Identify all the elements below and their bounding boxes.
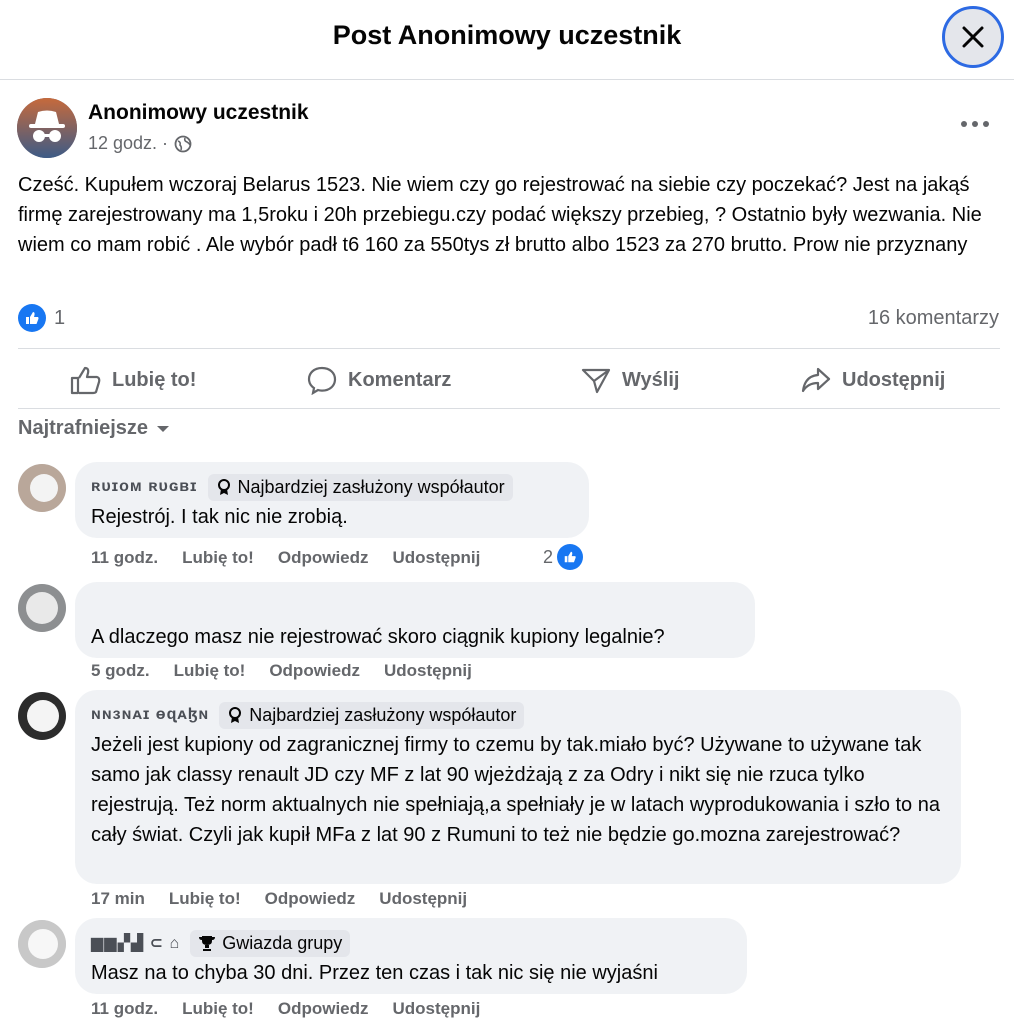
user-avatar-icon [18, 464, 66, 512]
avatar[interactable] [18, 584, 66, 632]
comment-text: Masz na to chyba 30 dni. Przez ten czas i tak nic się nie wyjaśni [91, 962, 658, 984]
comment-icon [306, 365, 338, 395]
comment-share-button[interactable]: Udostępnij [379, 889, 468, 908]
comment-like-button[interactable]: Lubię to! [182, 999, 254, 1018]
send-button[interactable] [580, 360, 679, 400]
send-label: Wyślij [622, 368, 680, 391]
comment-text: Jeżeli jest kupiony od zagranicznej firmy to czemu by tak.miało być? Używane to używane tak samo jak classy renault JD czy MF z lat 90 wjeżdżają z za Odry i nikt się nie rzuca tylko rejestrują. Też norm aktualnych nie spełniają,a spełniały je w latach wyprodukowania i szło to na cały świat. Czyli jak kupił MFa z lat 90 z Rumuni to też nie będzie go.mozna zarejestrować? [91, 734, 940, 846]
share-button[interactable] [800, 360, 945, 400]
comment-like-button[interactable]: Lubię to! [173, 661, 246, 680]
comment-count[interactable]: 16 komentarzy [867, 307, 999, 329]
star-badge [190, 930, 350, 957]
post-author[interactable]: Anonimowy uczestnik [88, 101, 309, 124]
globe-icon [174, 135, 192, 153]
share-label: Udostępnij [842, 368, 946, 391]
comment-actions [91, 889, 491, 909]
post-time[interactable]: 12 godz. · [88, 133, 169, 153]
share-icon [800, 365, 832, 395]
more-options-button[interactable] [955, 112, 995, 136]
comment-author[interactable]: ɴɴɜɴᴀɪ ɵɋᴀɮɴ [91, 706, 210, 723]
comment-bubble [75, 918, 747, 994]
comment-actions [91, 999, 504, 1019]
avatar[interactable] [18, 692, 66, 740]
trophy-icon [198, 934, 216, 952]
comment-time[interactable]: 5 godz. [91, 661, 150, 680]
comment-share-button[interactable]: Udostępnij [392, 999, 481, 1018]
post-meta [88, 133, 192, 154]
like-reaction-icon [557, 544, 583, 570]
badge-label: Najbardziej zasłużony współautor [237, 476, 505, 497]
comment-reply-button[interactable]: Odpowiedz [277, 548, 369, 567]
badge-label: Najbardziej zasłużony współautor [249, 704, 517, 725]
comment-share-button[interactable]: Udostępnij [384, 661, 472, 680]
comment-bubble [75, 582, 755, 658]
sort-label: Najtrafniejsze [18, 417, 149, 439]
like-reaction-icon [18, 304, 46, 332]
sort-dropdown[interactable] [18, 417, 170, 440]
post-body: Cześć. Kupułem wczoraj Belarus 1523. Nie wiem czy go rejestrować na siebie czy poczekać? Jest na jakąś firmę zarejestrowany ma 1,5roku i 20h przebiegu.czy podać większy przebieg, ? Ostatnio były wezwania. Nie wiem co mam robić . Ale wybór padł t6 160 za 550tys zł brutto albo 1523 za 270 brutto. Prow nie przyznany [18, 174, 982, 256]
comment-author[interactable]: ʀᴜɪᴏᴍ ʀᴜɢʙɪ [91, 478, 198, 495]
close-icon [961, 25, 985, 49]
comment-label: Komentarz [348, 368, 452, 391]
comment-share-button[interactable]: Udostępnij [392, 548, 481, 567]
comment-actions [91, 548, 504, 568]
divider [18, 348, 1000, 349]
award-icon [227, 706, 243, 724]
anonymous-avatar[interactable] [17, 98, 77, 158]
like-button[interactable] [70, 360, 196, 400]
comment-reply-button[interactable]: Odpowiedz [277, 999, 369, 1018]
more-dots-icon [960, 120, 990, 128]
comment-text: A dlaczego masz nie rejestrować skoro ciągnik kupiony legalnie? [91, 626, 665, 648]
contributor-badge [208, 474, 513, 501]
avatar[interactable] [18, 920, 66, 968]
divider [18, 408, 1000, 409]
dialog-header [0, 0, 1014, 80]
comment-text: Rejestrój. I tak nic nie zrobią. [91, 506, 348, 528]
badge-label: Gwiazda grupy [222, 932, 343, 953]
contributor-badge [219, 702, 524, 729]
comment-like-button[interactable]: Lubię to! [182, 548, 254, 567]
comment-like-button[interactable]: Lubię to! [168, 889, 241, 908]
dialog-title: Post Anonimowy uczestnik [332, 20, 682, 50]
incognito-icon [17, 98, 77, 158]
thumbs-up-icon [70, 365, 102, 395]
comment-bubble [75, 462, 589, 538]
comment-actions [91, 661, 496, 681]
comment-bubble [75, 690, 961, 884]
reaction-count: 1 [54, 306, 66, 329]
comment-reply-button[interactable]: Odpowiedz [264, 889, 356, 908]
comment-time[interactable]: 11 godz. [91, 548, 159, 567]
post-reactions[interactable] [18, 304, 65, 332]
avatar[interactable] [18, 464, 66, 512]
user-avatar-icon [18, 692, 66, 740]
close-button[interactable] [942, 6, 1004, 68]
caret-down-icon [156, 424, 170, 434]
award-icon [216, 478, 232, 496]
like-label: Lubię to! [112, 368, 197, 391]
user-avatar-icon [18, 920, 66, 968]
user-avatar-icon [18, 584, 66, 632]
comment-button[interactable] [306, 360, 451, 400]
comment-time[interactable]: 17 min [91, 889, 145, 908]
send-icon [580, 365, 612, 395]
comment-reply-button[interactable]: Odpowiedz [269, 661, 360, 680]
comment-reaction-count: 2 [543, 546, 554, 567]
comment-time[interactable]: 11 godz. [91, 999, 159, 1018]
comment-reactions[interactable] [543, 544, 583, 570]
comment-author[interactable]: ▆▆▞▟ ⊂ ⌂ [91, 935, 181, 952]
